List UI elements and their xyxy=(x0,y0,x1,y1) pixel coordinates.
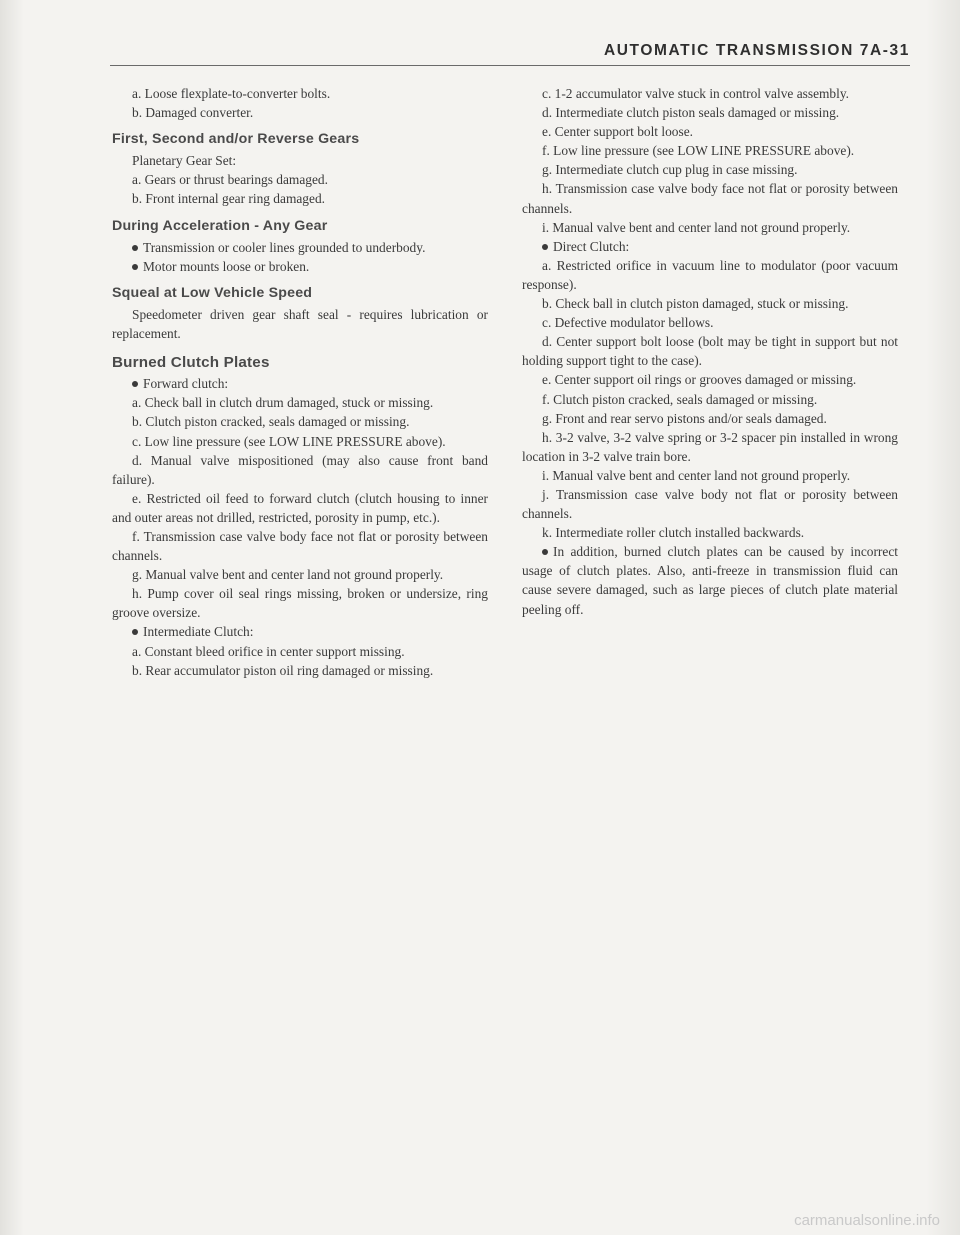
text-line: b. Front internal gear ring damaged. xyxy=(132,191,325,207)
text-line: c. Low line pressure (see LOW LINE PRESSURE above). xyxy=(132,433,446,449)
section-heading: Squeal at Low Vehicle Speed xyxy=(112,284,313,301)
bullet-item xyxy=(112,238,488,257)
bullet-icon xyxy=(132,245,138,251)
page-edge-shadow-right xyxy=(926,0,960,1235)
text-line: a. Gears or thrust bearings damaged. xyxy=(132,172,328,188)
text-line: b. Check ball in clutch piston damaged, stuck or missing. xyxy=(542,296,849,312)
text-line: Planetary Gear Set: xyxy=(132,153,237,169)
text-line: h. 3-2 valve, 3-2 valve spring or 3-2 spacer pin installed in wrong location in 3-2 valve train bore. xyxy=(522,429,898,464)
bullet-text: Motor mounts loose or broken. xyxy=(143,258,310,274)
text-line: g. Manual valve bent and center land not ground properly. xyxy=(132,567,444,583)
text-line: e. Center support oil rings or grooves damaged or missing. xyxy=(542,372,857,388)
bullet-icon xyxy=(542,244,548,250)
text-line: g. Front and rear servo pistons and/or seals damaged. xyxy=(542,410,827,426)
text-line: d. Intermediate clutch piston seals damaged or missing. xyxy=(542,105,840,121)
text-line: k. Intermediate roller clutch installed backwards. xyxy=(542,525,805,541)
text-line: d. Center support bolt loose (bolt may be tight in support but not holding support tight to the case). xyxy=(522,334,898,369)
bullet-icon xyxy=(132,629,138,635)
text-line: a. Constant bleed orifice in center support missing. xyxy=(132,643,405,659)
text-line: a. Check ball in clutch drum damaged, stuck or missing. xyxy=(132,395,434,411)
text-line: j. Transmission case valve body not flat or porosity between channels. xyxy=(522,486,898,522)
text-line: c. 1-2 accumulator valve stuck in control valve assembly. xyxy=(542,86,850,101)
bullet-item xyxy=(522,237,898,256)
text-line: f. Low line pressure (see LOW LINE PRESSURE above). xyxy=(542,143,855,159)
text-line: d. Manual valve mispositioned (may also cause front band failure). xyxy=(112,452,488,487)
text-line: f. Transmission case valve body face not flat or porosity between channels. xyxy=(112,528,488,564)
bullet-text: In addition, burned clutch plates can be caused by incorrect usage of clutch plates. Also, anti-freeze in transmission fluid can cause severe damaged, such as large pieces of clutch plate material peeling off. xyxy=(522,544,898,617)
bullet-icon xyxy=(132,381,138,387)
bullet-text: Intermediate Clutch: xyxy=(143,624,254,640)
page-title: AUTOMATIC TRANSMISSION 7A-31 xyxy=(603,42,910,59)
text-line: a. Restricted orifice in vacuum line to modulator (poor vacuum response). xyxy=(522,257,898,292)
text-line: h. Pump cover oil seal rings missing, broken or undersize, ring groove oversize. xyxy=(112,586,488,621)
section-heading: Burned Clutch Plates xyxy=(112,354,270,372)
page-header xyxy=(110,42,910,70)
right-column xyxy=(522,84,898,619)
text-line: f. Clutch piston cracked, seals damaged or missing. xyxy=(542,391,818,407)
bullet-icon xyxy=(542,549,548,555)
bullet-item xyxy=(112,374,488,393)
text-line: e. Center support bolt loose. xyxy=(542,124,693,140)
bullet-text: Forward clutch: xyxy=(143,376,229,392)
bullet-item xyxy=(112,622,488,641)
bullet-item xyxy=(522,542,898,618)
header-rule xyxy=(110,65,910,66)
bullet-item xyxy=(112,257,488,276)
page-edge-shadow xyxy=(0,0,24,1235)
section-heading: During Acceleration - Any Gear xyxy=(112,217,328,234)
text-line: g. Intermediate clutch cup plug in case missing. xyxy=(542,162,798,178)
text-line: e. Restricted oil feed to forward clutch (clutch housing to inner and outer areas not drilled, restricted, porosity in pump, etc.). xyxy=(112,490,488,525)
text-line: Speedometer driven gear shaft seal - requires lubrication or replacement. xyxy=(112,306,488,342)
bullet-icon xyxy=(132,264,138,270)
watermark: carmanualsonline.info xyxy=(794,1212,940,1229)
bullet-text: Transmission or cooler lines grounded to underbody. xyxy=(143,239,426,255)
text-line: b. Clutch piston cracked, seals damaged or missing. xyxy=(132,414,410,430)
text-line: i. Manual valve bent and center land not ground properly. xyxy=(542,467,851,483)
left-column xyxy=(112,84,488,680)
text-line: h. Transmission case valve body face not flat or porosity between channels. xyxy=(522,181,898,216)
bullet-text: Direct Clutch: xyxy=(553,238,630,254)
text-line: c. Defective modulator bellows. xyxy=(542,315,714,331)
text-line: i. Manual valve bent and center land not ground properly. xyxy=(542,219,851,235)
text-line: a. Loose flexplate-to-converter bolts. xyxy=(132,86,331,101)
section-heading: First, Second and/or Reverse Gears xyxy=(112,131,360,148)
text-line: b. Damaged converter. xyxy=(132,105,254,121)
text-line: b. Rear accumulator piston oil ring damaged or missing. xyxy=(132,662,434,678)
